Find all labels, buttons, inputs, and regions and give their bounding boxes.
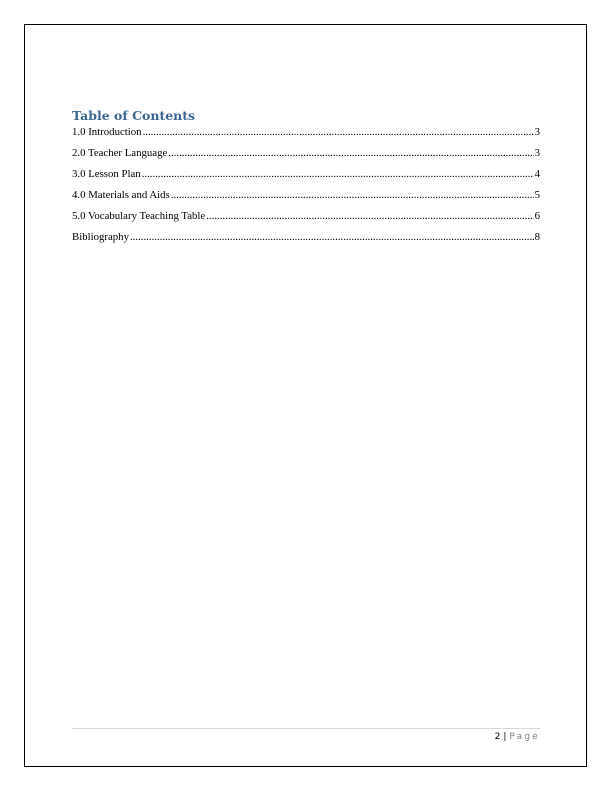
toc-dot-leader [171, 189, 534, 202]
toc-dot-leader [142, 168, 534, 181]
toc-dot-leader [168, 147, 533, 160]
footer-separator: | [503, 732, 507, 742]
toc-entry-page: 3 [534, 126, 540, 138]
toc-entry-materials-and-aids[interactable] [72, 189, 540, 210]
toc-title: Table of Contents [72, 108, 196, 123]
toc-list [72, 126, 540, 252]
toc-entry-page: 4 [534, 168, 540, 180]
footer-rule [72, 728, 540, 729]
page-footer [495, 731, 540, 743]
footer-page-number: 2 [494, 732, 501, 742]
toc-entry-label: 2.0 Teacher Language [72, 147, 168, 159]
toc-entry-page: 3 [534, 147, 540, 159]
toc-entry-label: 3.0 Lesson Plan [72, 168, 141, 180]
toc-entry-label: 4.0 Materials and Aids [72, 189, 170, 201]
toc-entry-label: Bibliography [72, 231, 129, 243]
toc-entry-page: 5 [534, 189, 540, 201]
toc-entry-page: 8 [534, 231, 540, 243]
toc-dot-leader [143, 126, 534, 139]
toc-entry-label: 5.0 Vocabulary Teaching Table [72, 210, 206, 222]
toc-entry-introduction[interactable] [72, 126, 540, 147]
toc-entry-bibliography[interactable] [72, 231, 540, 252]
toc-entry-vocabulary-teaching-table[interactable] [72, 210, 540, 231]
toc-entry-lesson-plan[interactable] [72, 168, 540, 189]
toc-dot-leader [130, 231, 534, 244]
toc-dot-leader [206, 210, 533, 223]
toc-entry-teacher-language[interactable] [72, 147, 540, 168]
toc-entry-label: 1.0 Introduction [72, 126, 142, 138]
footer-page-label: Page [509, 732, 540, 742]
toc-entry-page: 6 [534, 210, 540, 222]
